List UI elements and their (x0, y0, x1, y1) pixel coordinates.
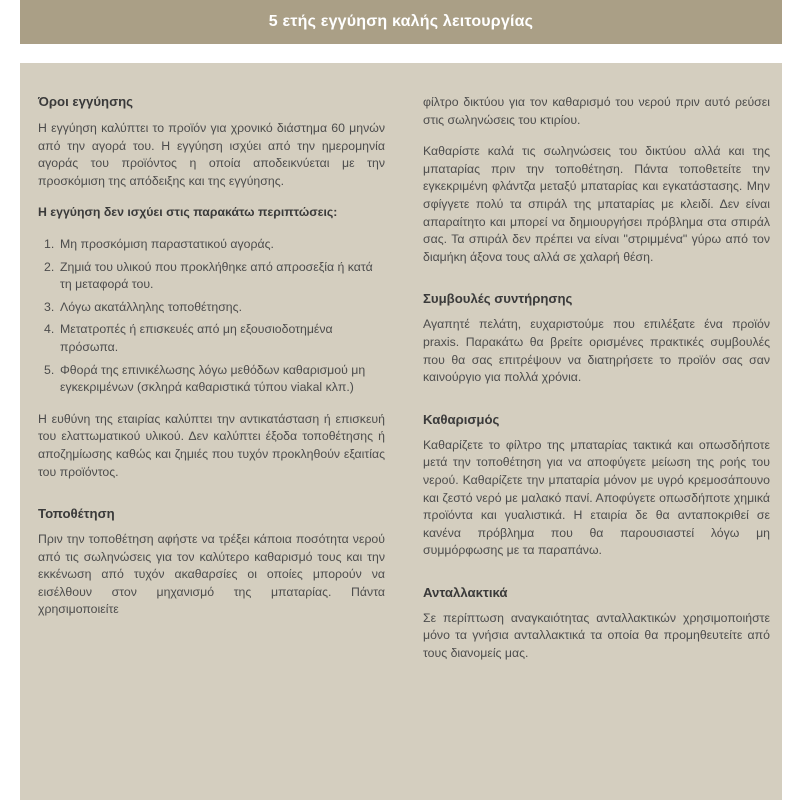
exclusions-heading: Η εγγύηση δεν ισχύει στις παρακάτω περιπτώσεις: (38, 205, 338, 220)
page-title: 5 ετής εγγύηση καλής λειτουργίας (268, 13, 534, 30)
installation-heading: Τοποθέτηση (38, 506, 115, 522)
installation-text-2: Καθαρίστε καλά τις σωληνώσεις του δικτύου αλλά και της μπαταρίας πριν την τοποθέτηση. Πάντα τοποθετείτε την εγκεκριμένη φλάντζα μεταξύ μπαταρίας και εγκατάστασης. Μην σφίγγετε πολύ τα σπιράλ της μπαταρίας με κλειδί. Δεν είναι απαραίτητο και μπορεί να δημιουργήσει πρόβλημα στα σπιράλ σας. Τα σπιράλ δεν πρέπει να είναι "στριμμένα" γύρω από τον διαμήκη άξονα τους αλλά σε χαλαρή θέση. (423, 144, 770, 264)
spares-heading: Ανταλλακτικά (423, 584, 508, 600)
list-item: 5. Φθορά της επινικέλωσης λόγω μεθόδων καθαρισμού μη εγκεκριμένων (σκληρά καθαριστικά τύπου viakal κλπ.) (44, 362, 366, 395)
cleaning-heading: Καθαρισμός (423, 411, 500, 427)
warranty-text: Η εγγύηση καλύπτει το προϊόν για χρονικό διάστημα 60 μηνών από την αγορά του. Η εγγύηση ισχύει από την ημερομηνία αγοράς του προϊόντος η οποία αποδεικνύεται με την προσκόμιση της απόδειξης και της εγγύησης. (38, 121, 385, 188)
liability-text: Η ευθύνη της εταιρίας καλύπτει την αντικατάσταση ή επισκευή του ελαττωματικού υλικού. Δεν καλύπτει έξοδα τοποθέτησης ή αποζημίωσης καθώς και ζημιές που τυχόν προκληθούν εξαιτίας του προϊόντος. (38, 411, 385, 479)
exclusions-list (38, 236, 385, 397)
installation-text: Πριν την τοποθέτηση αφήστε να τρέξει κάποια ποσότητα νερού από τις σωληνώσεις για τον καλύτερο καθαρισμό τους και την εκκένωση από τυχόν ακαθαρσίες οι οποίες μπορούν να εισέλθουν στον μηχανισμό της μπαταρίας. Πάντα χρησιμοποιείτε (38, 532, 385, 617)
cleaning-text: Καθαρίζετε το φίλτρο της μπαταρίας τακτικά και οπωσδήποτε μετά την τοποθέτηση για να αποφύγετε μείωση της ροής του νερού. Καθαρίζετε την μπαταρία μόνον με υγρό κρεμοσάπουνο και ζεστό νερό με μαλακό πανί. Αποφύγετε οπωσδήποτε χημικά προϊόντα και γυαλιστικά. Η εταιρία δε θα ανταποκριθεί σε κανένα πρόβλημα που θα παρουσιαστεί λόγω μη συμμόρφωσης με τα παραπάνω. (423, 437, 770, 558)
list-item: 1. Μη προσκόμιση παραστατικού αγοράς. (44, 236, 274, 251)
left-column (38, 93, 385, 633)
list-item: 2. Ζημιά του υλικού που προκλήθηκε από απροσεξία ή κατά τη μεταφορά του. (44, 259, 373, 292)
warranty-heading: Όροι εγγύησης (38, 94, 134, 109)
list-item: 3. Λόγω ακατάλληλης τοποθέτησης. (44, 299, 242, 314)
maintenance-heading: Συμβουλές συντήρησης (423, 291, 573, 307)
spares-text: Σε περίπτωση αναγκαιότητας ανταλλακτικών χρησιμοποιήστε μόνο τα γνήσια ανταλλακτικά τα οποία θα προμηθευτείτε από τους διανομείς μας. (423, 610, 770, 661)
title-bar (20, 0, 782, 44)
installation-cont-text: φίλτρο δικτύου για τον καθαρισμό του νερού πριν αυτό ρεύσει στις σωληνώσεις του κτιρίου. (423, 95, 770, 127)
maintenance-text: Αγαπητέ πελάτη, ευχαριστούμε που επιλέξατε ένα προϊόν praxis. Παρακάτω θα βρείτε ορισμένες πρακτικές συμβουλές που θα σας επιτρέψουν να διατηρήσετε το προϊόν σας σαν καινούργιο για πολλά χρόνια. (423, 317, 770, 385)
right-column (423, 94, 770, 677)
list-item: 4. Μετατροπές ή επισκευές από μη εξουσιοδοτημένα πρόσωπα. (44, 322, 333, 354)
